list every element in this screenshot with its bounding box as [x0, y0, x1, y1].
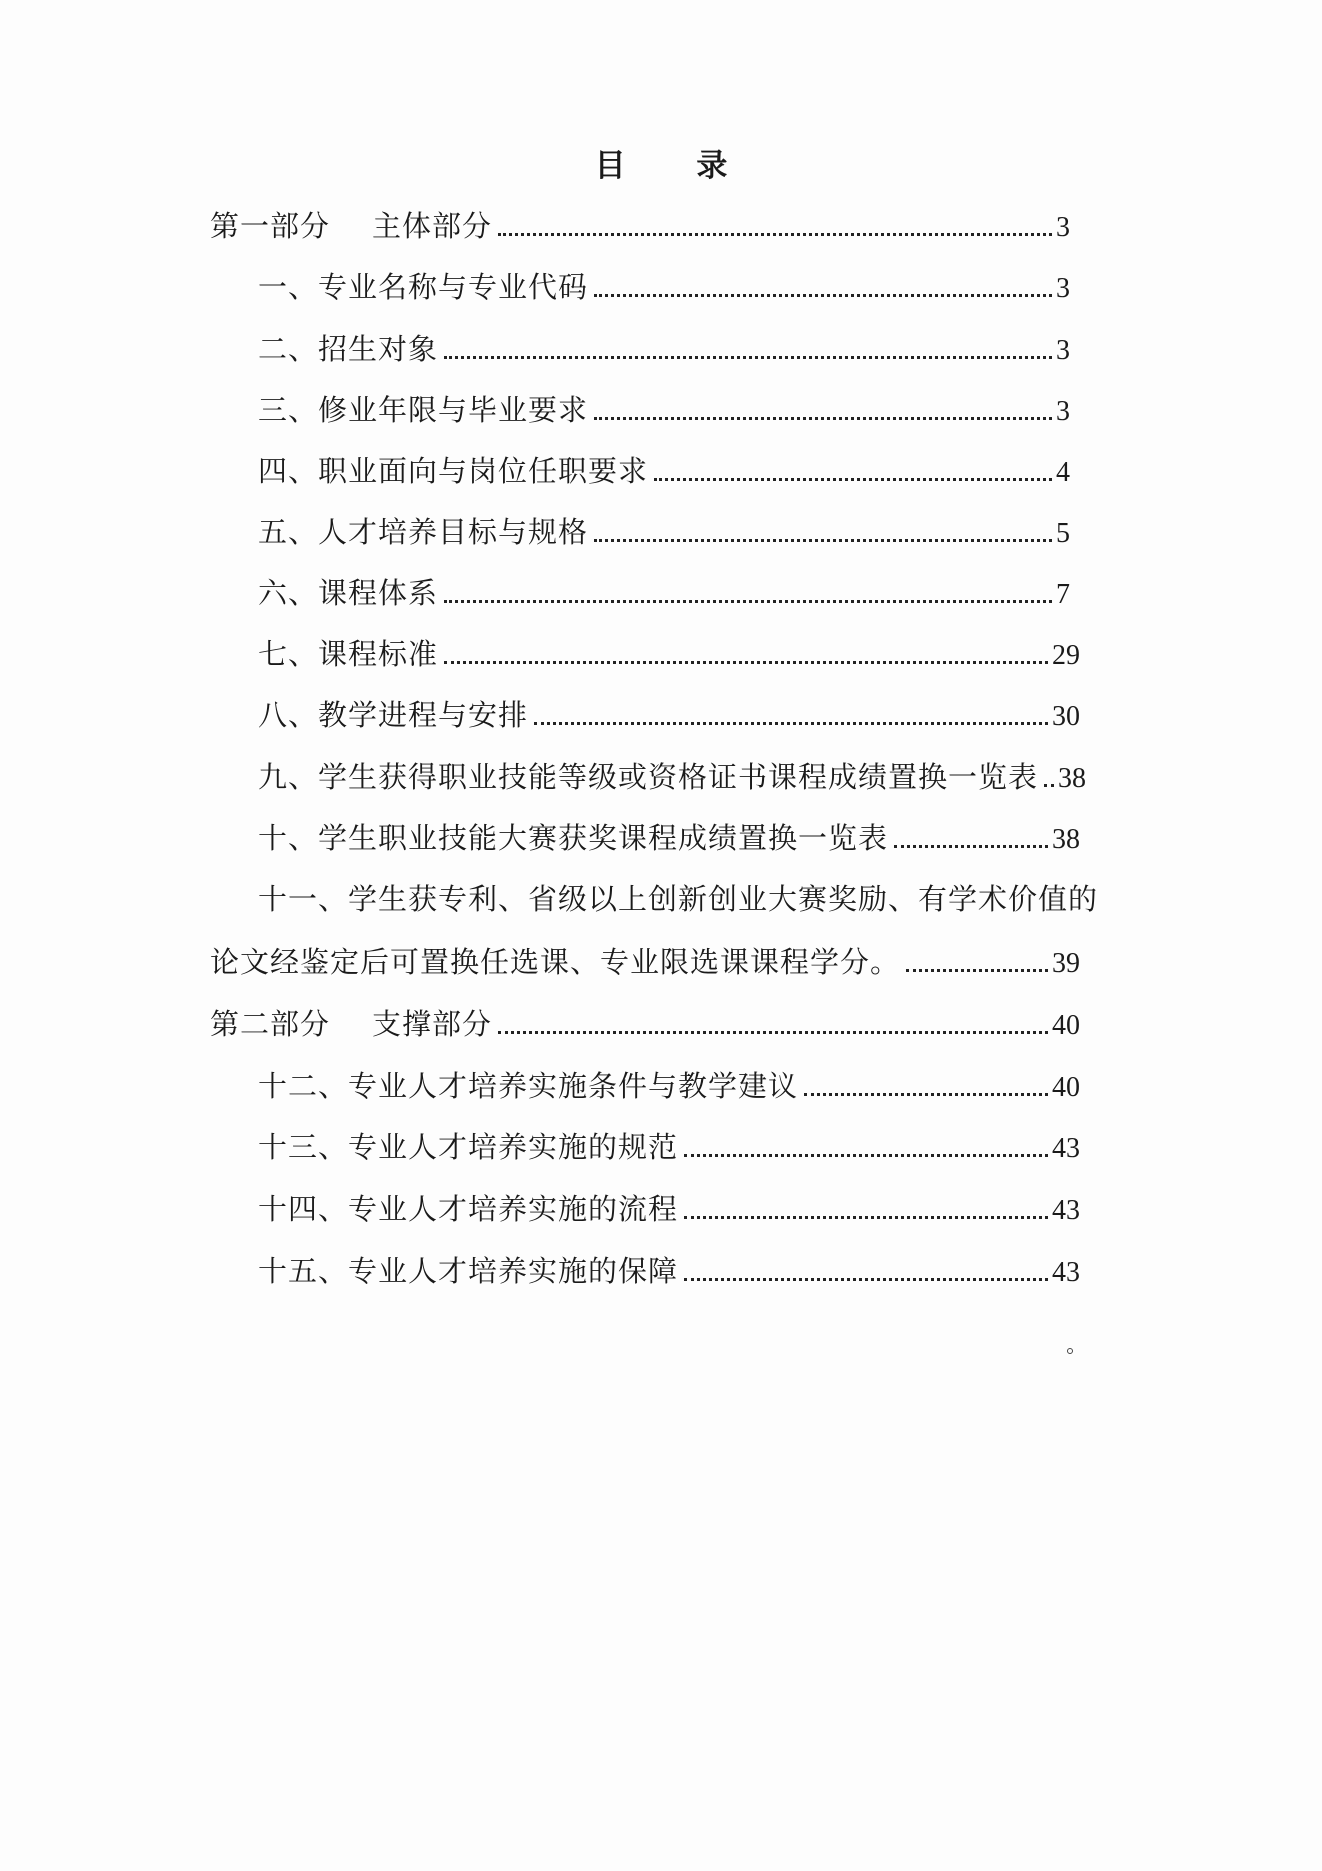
toc-entry [258, 573, 1070, 613]
toc-entry [258, 1251, 1080, 1291]
toc-page-number: 43 [1052, 1257, 1080, 1288]
toc-entry-label: 十四、专业人才培养实施的流程 [258, 1192, 679, 1226]
toc-page-number: 38 [1058, 763, 1087, 794]
dot-leader [594, 539, 1052, 542]
toc-entry [258, 1189, 1080, 1229]
dot-leader [1044, 784, 1054, 787]
toc-entry [258, 390, 1070, 430]
dot-leader [906, 969, 1048, 972]
scan-speck-mark [1067, 1348, 1073, 1354]
toc-entry [258, 451, 1070, 491]
toc-page-number: 40 [1052, 1072, 1080, 1103]
dot-leader [894, 845, 1048, 848]
toc-page-number: 39 [1052, 948, 1080, 979]
toc-entry-part-2 [210, 1004, 1080, 1044]
toc-page-number: 30 [1052, 701, 1080, 732]
dot-leader [684, 1154, 1048, 1157]
page-title: 目 录 [594, 148, 758, 184]
toc-entry [210, 942, 1080, 982]
toc-entry [258, 512, 1070, 552]
toc-entry-label-line-2: 论文经鉴定后可置换任选课、专业限选课课程学分。 [210, 945, 901, 979]
dot-leader [594, 294, 1052, 297]
toc-entry-label: 十、学生职业技能大赛获奖课程成绩置换一览表 [258, 821, 889, 855]
toc-entry-label: 七、课程标准 [258, 637, 439, 671]
part-name: 支撑部分 [372, 1007, 493, 1041]
toc-page-number: 3 [1056, 335, 1070, 366]
toc-entry-label: 三、修业年限与毕业要求 [258, 393, 589, 427]
toc-page-number: 29 [1052, 640, 1080, 671]
toc-entry-label: 一、专业名称与专业代码 [258, 270, 589, 304]
toc-entry [258, 267, 1070, 307]
toc-entry-label: 九、学生获得职业技能等级或资格证书课程成绩置换一览表 [258, 760, 1039, 794]
dot-leader [498, 1031, 1048, 1034]
toc-entry-label: 十三、专业人才培养实施的规范 [258, 1130, 679, 1164]
dot-leader [498, 233, 1052, 236]
toc-page-number: 43 [1052, 1195, 1080, 1226]
toc-page-number: 7 [1056, 579, 1070, 610]
toc-entry-label: 四、职业面向与岗位任职要求 [258, 454, 649, 488]
toc-entry [258, 695, 1080, 735]
dot-leader [804, 1093, 1048, 1096]
toc-entry [258, 1066, 1080, 1106]
toc-page-number: 40 [1052, 1010, 1080, 1041]
part-number: 第二部分 [210, 1007, 331, 1041]
toc-page-number: 4 [1056, 457, 1070, 488]
toc-entry [258, 329, 1070, 369]
toc-entry-label: 五、人才培养目标与规格 [258, 515, 589, 549]
toc-page-number: 3 [1056, 396, 1070, 427]
toc-entry [258, 634, 1080, 674]
toc-entry-part-1 [210, 206, 1070, 246]
dot-leader [594, 417, 1052, 420]
toc-entry [258, 757, 1087, 797]
toc-entry-label: 十五、专业人才培养实施的保障 [258, 1254, 679, 1288]
part-name: 主体部分 [372, 209, 493, 243]
toc-entry-label [210, 1004, 492, 1044]
toc-entry-label-line-1: 十一、学生获专利、省级以上创新创业大赛奖励、有学术价值的 [258, 882, 1099, 916]
toc-entry-label: 二、招生对象 [258, 332, 439, 366]
toc-page-number: 43 [1052, 1133, 1080, 1164]
dot-leader [654, 478, 1052, 481]
dot-leader [534, 722, 1048, 725]
toc-page-number: 3 [1056, 273, 1070, 304]
toc-entry-label: 八、教学进程与安排 [258, 698, 529, 732]
toc-entry-label: 六、课程体系 [258, 576, 439, 610]
toc-page-number: 3 [1056, 212, 1070, 243]
dot-leader [684, 1278, 1048, 1281]
dot-leader [684, 1216, 1048, 1219]
dot-leader [444, 356, 1052, 359]
part-number: 第一部分 [210, 209, 331, 243]
toc-entry [258, 818, 1080, 858]
dot-leader [444, 600, 1052, 603]
dot-leader [444, 661, 1048, 664]
toc-entry [258, 1127, 1080, 1167]
toc-entry-label [210, 206, 492, 246]
toc-page-number: 38 [1052, 824, 1080, 855]
toc-page-number: 5 [1056, 518, 1070, 549]
toc-entry-label: 十二、专业人才培养实施条件与教学建议 [258, 1069, 799, 1103]
